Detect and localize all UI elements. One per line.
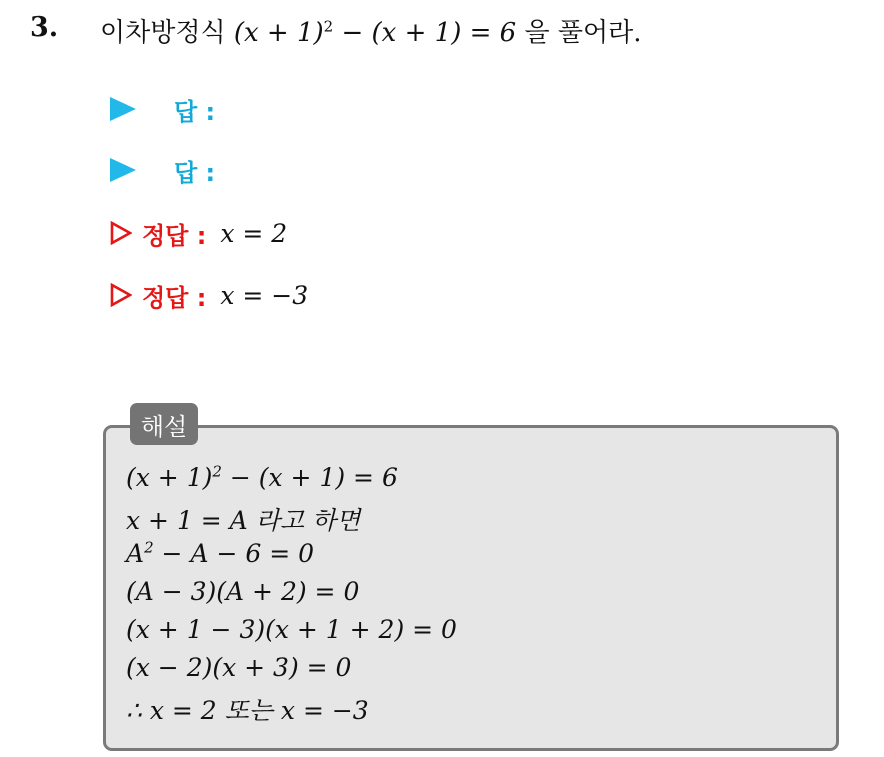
solution-line-7: ∴ x = 2 또는 x = −3 [126, 696, 369, 725]
problem-number: 3. [30, 12, 59, 43]
problem-equation-rest: − (x + 1) = 6 [333, 18, 517, 48]
correct-answer-row-2 [110, 277, 308, 313]
solution-tab: 해설 [130, 403, 198, 445]
correct-answer-row-1 [110, 215, 287, 251]
solution-line-3 [126, 539, 314, 568]
answer-label: 답 : [174, 158, 216, 187]
answer-blank-row-2 [110, 152, 215, 188]
solution-line-3-exponent: 2 [144, 538, 154, 557]
correct-answer-value: x = 2 [220, 218, 288, 248]
outline-triangle-icon [110, 221, 132, 245]
solution-line-3-rest: − A − 6 = 0 [153, 539, 314, 568]
answer-blank-row-1 [110, 91, 215, 127]
problem-equation-exponent: 2 [323, 17, 334, 36]
problem-statement [100, 12, 641, 49]
correct-answer-label: 정답 : [142, 221, 207, 250]
solution-line-1-rest: − (x + 1) = 6 [221, 463, 398, 492]
solution-line-4: (A − 3)(A + 2) = 0 [126, 577, 360, 606]
correct-answer-value: x = −3 [220, 280, 309, 310]
outline-triangle-icon [110, 283, 132, 307]
solution-line-2: x + 1 = A 라고 하면 [126, 506, 361, 535]
problem-equation-base: (x + 1) [233, 18, 324, 48]
problem-prefix: 이차방정식 [100, 18, 226, 48]
correct-answer-label: 정답 : [142, 283, 207, 312]
play-triangle-icon [110, 158, 136, 182]
solution-line-3-base: A [126, 539, 145, 568]
problem-suffix: 을 풀어라. [524, 18, 642, 48]
answer-label: 답 : [174, 97, 216, 126]
solution-line-5: (x + 1 − 3)(x + 1 + 2) = 0 [126, 615, 457, 644]
play-triangle-icon [110, 97, 136, 121]
solution-line-6: (x − 2)(x + 3) = 0 [126, 653, 352, 682]
solution-line-1 [126, 463, 398, 492]
solution-line-1-exponent: 2 [212, 462, 222, 481]
solution-line-1-base: (x + 1) [126, 463, 213, 492]
